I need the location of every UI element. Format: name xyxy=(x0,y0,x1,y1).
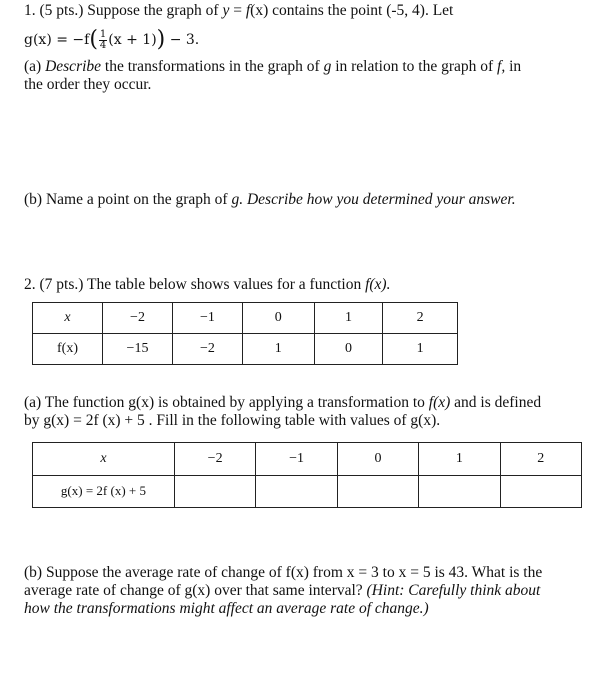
answer-cell[interactable] xyxy=(174,475,255,508)
table-cell: 1 xyxy=(419,443,500,476)
answer-cell[interactable] xyxy=(337,475,418,508)
q1-part-b: (b) Name a point on the graph of g. Describe how you determined your answer. xyxy=(24,191,516,208)
table-cell: −15 xyxy=(103,334,173,365)
answer-cell[interactable] xyxy=(500,475,581,508)
q2-part-b-line1: (b) Suppose the average rate of change of f(x) from x = 3 to x = 5 is 43. What is the xyxy=(24,564,543,581)
q2-part-b-line3: how the transformations might affect an average rate of change.) xyxy=(24,600,429,617)
answer-cell[interactable] xyxy=(419,475,500,508)
table-cell: −1 xyxy=(256,443,337,476)
f-values-table xyxy=(32,302,458,365)
q1-part-a-line2: the order they occur. xyxy=(24,76,152,93)
q2-part-a-line1: (a) The function g(x) is obtained by applying a transformation to f(x) and is defined xyxy=(24,394,542,411)
table-cell: 2 xyxy=(500,443,581,476)
one-quarter-fraction: $\frac{1}{4}$ xyxy=(99,28,107,51)
table-cell: −2 xyxy=(103,303,173,334)
table-row-f xyxy=(33,334,458,365)
g-values-table xyxy=(32,442,582,508)
q1-part-a-line1: (a) Describe the transformations in the graph of g in relation to the graph of f, in xyxy=(24,58,522,75)
table-cell: −1 xyxy=(173,303,243,334)
row-label-f: f(x) xyxy=(33,334,103,365)
q1-g-definition: g(x) = −f( $\frac{1}{4}$ (x + 1)) − 3. xyxy=(24,27,200,52)
q2-part-a-line2: by g(x) = 2f (x) + 5 . Fill in the following table with values of g(x). xyxy=(24,412,441,429)
answer-cell[interactable] xyxy=(256,475,337,508)
table-cell: 1 xyxy=(314,303,383,334)
row-label-x: x xyxy=(33,303,103,334)
table-cell: −2 xyxy=(174,443,255,476)
q1-header: 1. (5 pts.) Suppose the graph of y = f(x) contains the point (-5, 4). Let xyxy=(24,2,454,19)
table-cell: 1 xyxy=(383,334,458,365)
table-row-x xyxy=(33,443,582,476)
table-row-x xyxy=(33,303,458,334)
table-cell: 0 xyxy=(337,443,418,476)
table-cell: −2 xyxy=(173,334,243,365)
table-row-g xyxy=(33,475,582,508)
table-cell: 2 xyxy=(383,303,458,334)
table-cell: 1 xyxy=(242,334,314,365)
table-cell: 0 xyxy=(242,303,314,334)
row-label-g: g(x) = 2f (x) + 5 xyxy=(33,475,175,508)
table-cell: 0 xyxy=(314,334,383,365)
row-label-x: x xyxy=(33,443,175,476)
q2-part-b-line2: average rate of change of g(x) over that same interval? (Hint: Carefully think about xyxy=(24,582,541,599)
q2-header: 2. (7 pts.) The table below shows values for a function f(x). xyxy=(24,276,391,293)
